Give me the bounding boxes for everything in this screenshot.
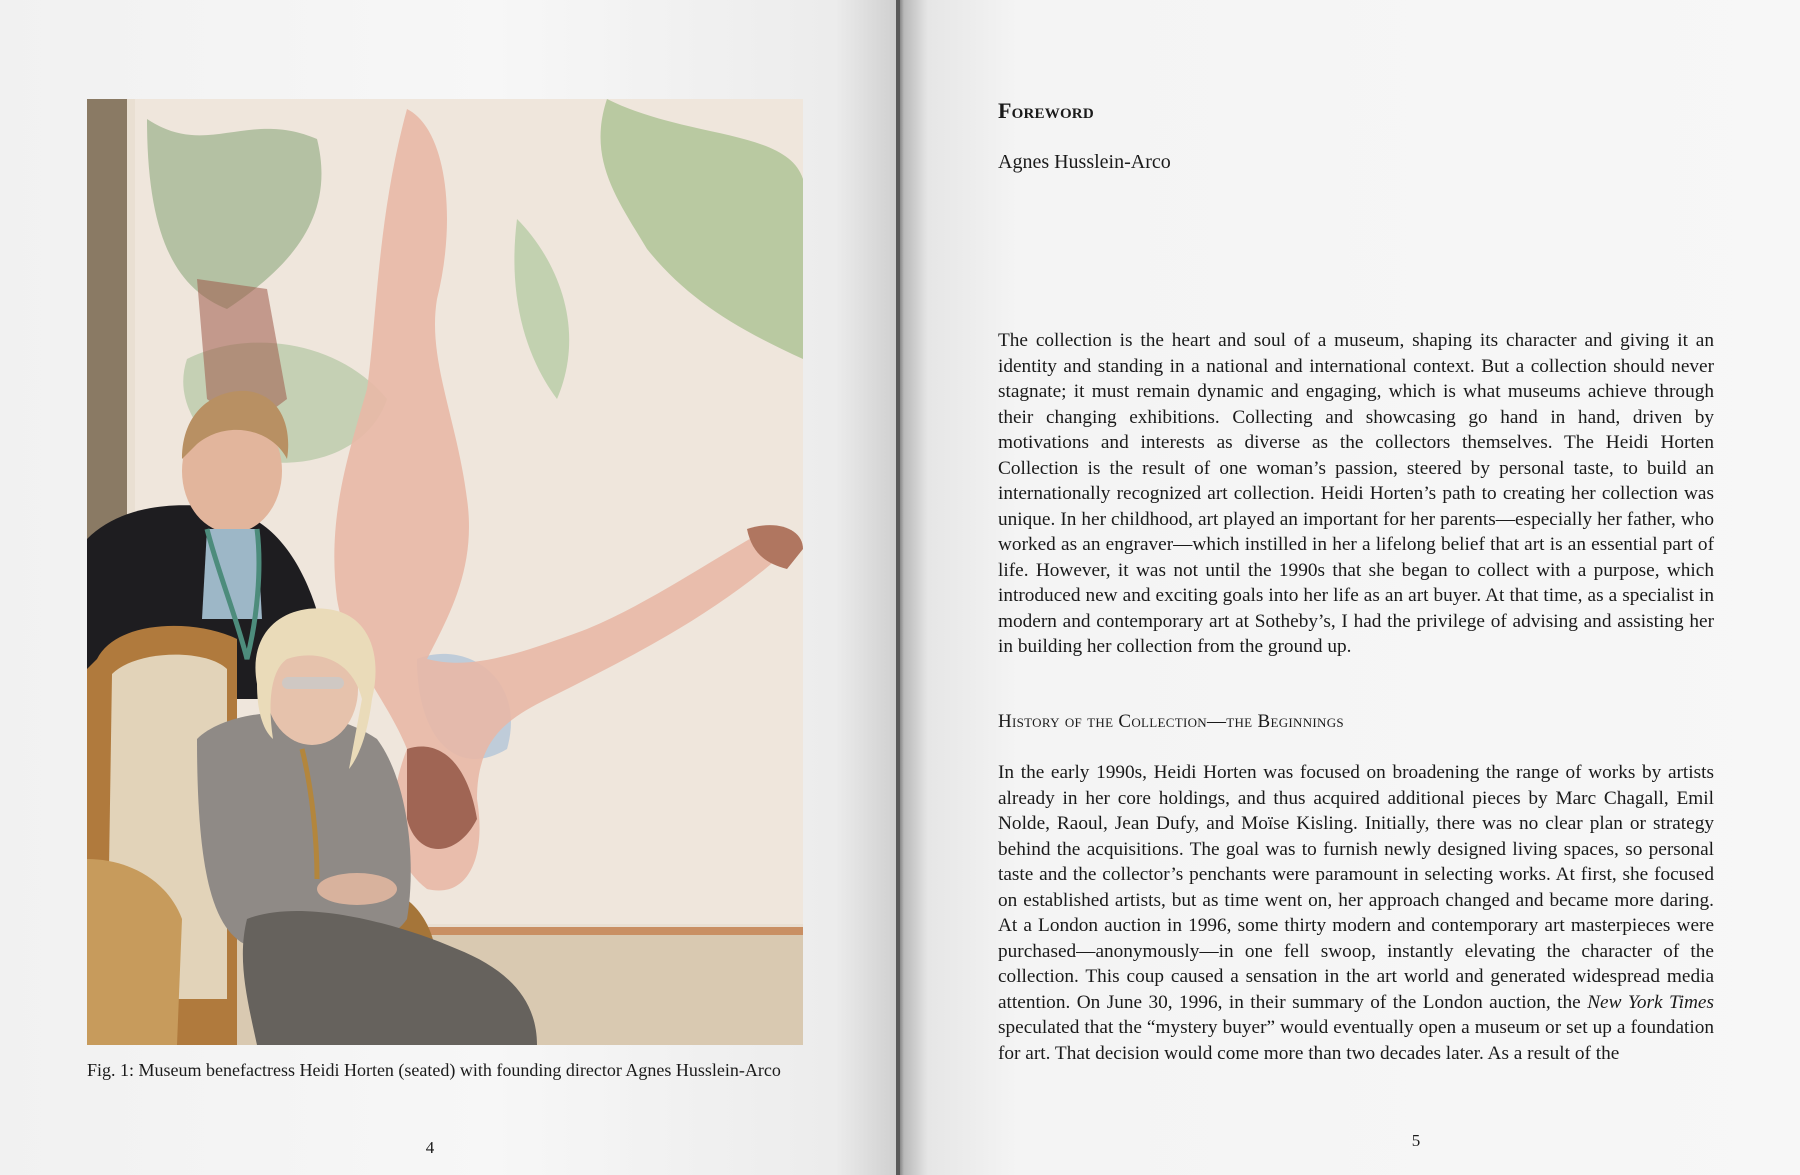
publication-title: New York Times [1587,991,1714,1013]
photo-image [87,99,803,1045]
body-paragraph-1: The collection is the heart and soul of a museum, shaping its character and giving it an identity and standing in a national and international context. But a collection should never stagnate; it must remain dynamic and engaging, which is what museums achieve through their changing exhibitions. Collecting and showcasing go hand in hand, driven by motivations and interests as diverse as the collectors themselves. The Heidi Horten Collection is the result of one woman’s passion, steered by personal taste, to build an internationally recognized art collection. Heidi Horten’s path to creating her collection was unique. In her childhood, art played an important for her parents—especially her father, who worked as an engraver—which instilled in her a lifelong belief that art is an essential part of life. However, it was not until the 1990s that she began to collect with a purpose, which introduced new and exciting goals into her life as an art buyer. At that time, as a specialist in modern and contemporary art at Sotheby’s, I had the privilege of advising and assisting her in building her collection from the ground up. [998,330,1714,657]
chapter-title: Foreword [998,98,1094,123]
body-paragraph-2 [998,760,1714,1066]
paragraph-2-text-start: In the early 1990s, Heidi Horten was focused on broadening the range of works by artists already in her core holdings, and thus acquired additional pieces by Marc Chagall, Emil Nolde, Raoul, Jean Dufy, and Moïse Kisling. Initially, there was no clear plan or strategy behind the acquisitions. The goal was to furnish newly designed living spaces, so personal taste and the collector’s penchants were paramount in selecting works. At first, she focused on established artists, but as time went on, her approach changed and became more daring. At a London auction in 1996, some thirty modern and contemporary art masterpieces were purchased—anonymously—in one fell swoop, instantly elevating the character of the collection. This coup caused a sensation in the art world and generated widespread media attention. On June 30, 1996, in their summary of the London auction, the [998,762,1714,1013]
section-heading: History of the Collection—the Beginnings [998,711,1344,732]
paragraph-2-text-end: speculated that the “mystery buyer” would eventually open a museum or set up a foundation for art. That decision would come more than two decades later. As a result of the [998,1017,1714,1064]
book-gutter [896,0,900,1175]
author-name: Agnes Husslein-Arco [998,151,1171,173]
right-page [898,0,1800,1175]
page-number-right: 5 [1411,1131,1421,1150]
left-page [0,0,898,1175]
figure-photo [87,99,803,1045]
figure-caption: Fig. 1: Museum benefactress Heidi Horten (seated) with founding director Agnes Husslein-Arco [87,1060,781,1080]
page-number-left: 4 [425,1138,435,1157]
